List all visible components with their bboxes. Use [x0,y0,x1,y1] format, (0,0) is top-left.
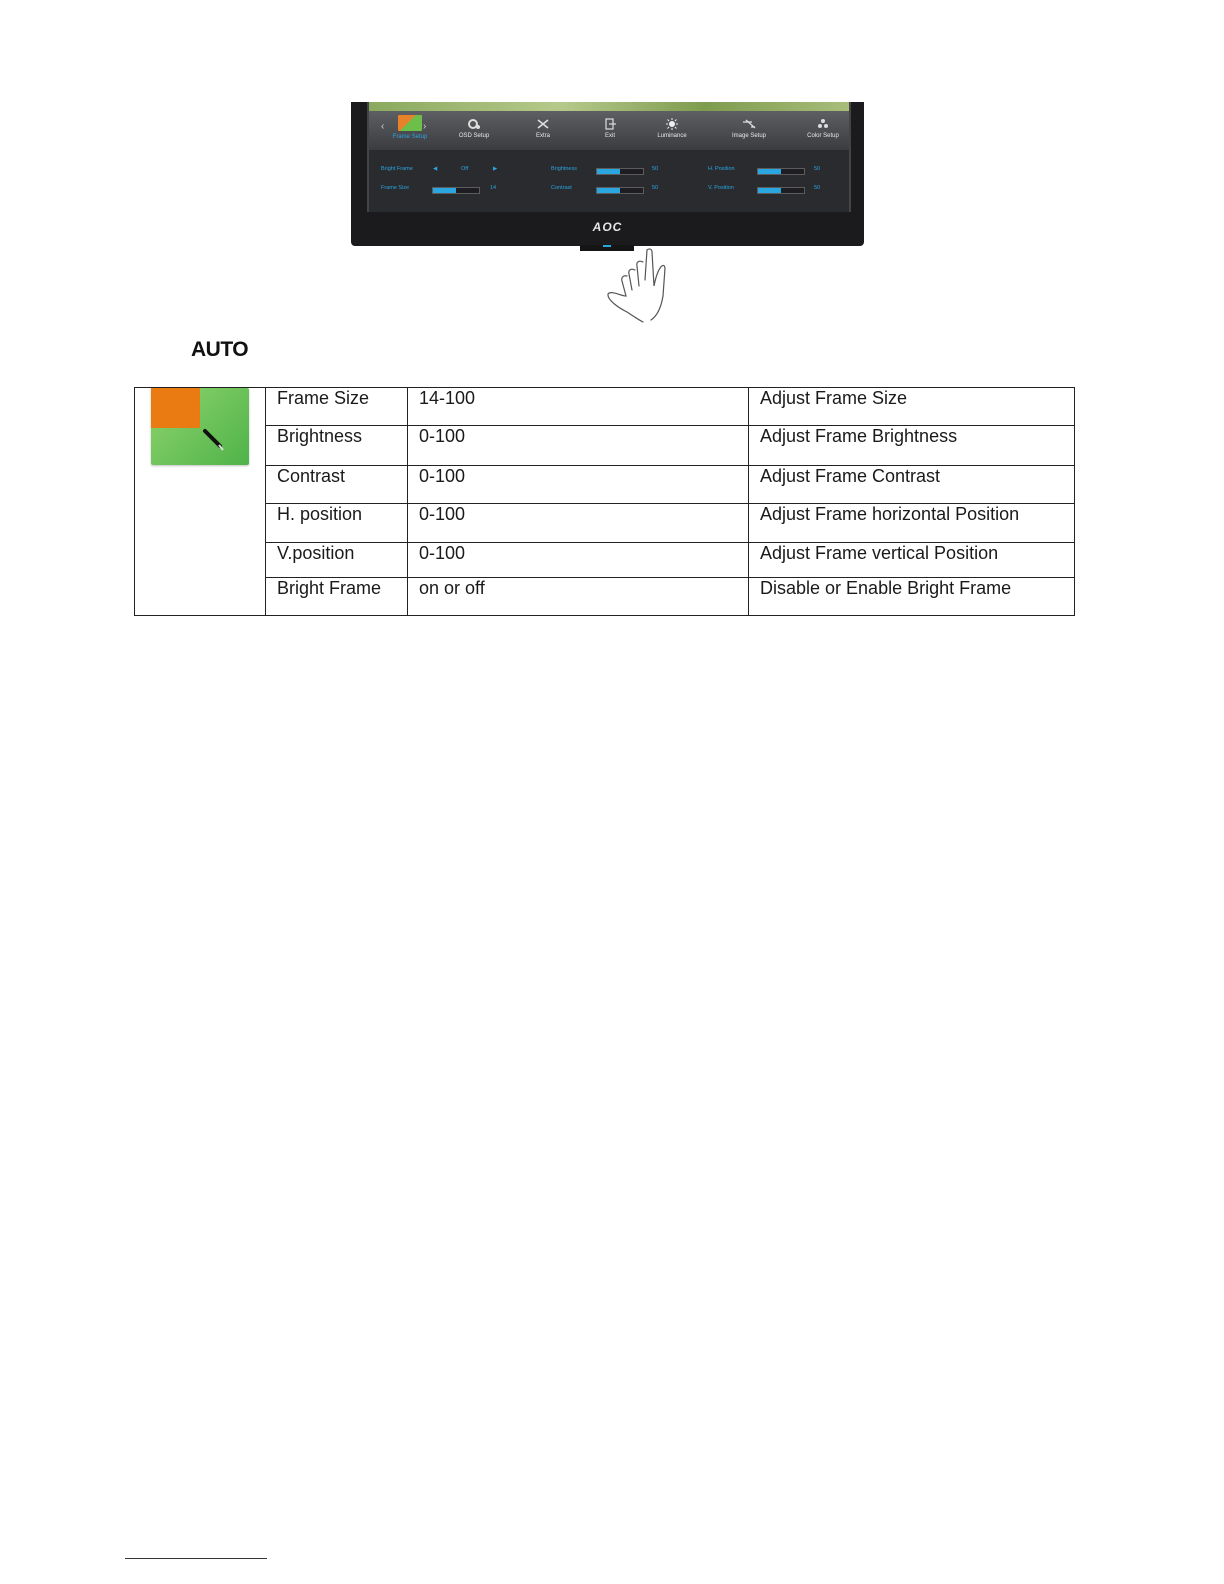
brightness-slider[interactable] [596,168,644,175]
setting-range: 0-100 [408,465,749,503]
osd-tab-label: Extra [535,133,550,139]
v-position-label: V. Position [708,185,734,191]
slider-fill [758,169,781,174]
slider-fill [597,169,620,174]
setting-range: 0-100 [408,543,749,577]
osd-tab-label: Image Setup [731,133,767,139]
frame-size-value: 14 [490,185,497,191]
tools-icon [536,118,550,130]
frame-region-shape [151,388,200,428]
setting-description: Adjust Frame Brightness [749,426,1075,465]
table-row [135,543,1075,577]
setting-description: Adjust Frame horizontal Position [749,504,1075,543]
setting-description: Adjust Frame vertical Position [749,543,1075,577]
setting-range: on or off [408,577,749,615]
frame-size-row[interactable] [381,185,511,195]
osd-tab-label: Luminance [657,133,687,139]
triangle-left-icon[interactable]: ◀ [433,166,438,172]
brand-logo: AOC [592,220,623,234]
osd-tab-osd-setup[interactable] [443,111,505,150]
setting-name: Contrast [266,465,408,503]
frame-setup-icon [151,388,249,465]
v-position-row[interactable] [708,185,838,195]
sun-icon [665,118,679,130]
slider-fill [597,188,620,193]
table-row [135,504,1075,543]
frame-settings-table [134,387,1075,616]
setting-description: Disable or Enable Bright Frame [749,577,1075,615]
osd-tab-bar [369,111,849,150]
osd-tab-label: Exit [604,133,615,139]
brightness-label: Brightness [551,166,577,172]
osd-tab-frame-setup[interactable] [379,111,441,150]
table-icon-cell [135,388,266,616]
v-position-slider[interactable] [757,187,805,194]
setting-description: Adjust Frame Contrast [749,465,1075,503]
footnote-separator [125,1558,267,1559]
color-dots-icon [816,118,830,130]
frame-size-slider[interactable] [432,187,480,194]
pointing-hand-icon [603,246,673,324]
h-position-slider[interactable] [757,168,805,175]
chevron-left-icon[interactable]: ‹ [381,121,385,132]
image-setup-icon [742,118,756,130]
osd-tab-label: OSD Setup [458,133,490,139]
setting-range: 0-100 [408,426,749,465]
monitor-screen [367,102,851,212]
bright-frame-label: Bright Frame [381,166,413,172]
setting-name: Brightness [266,426,408,465]
v-position-value: 50 [814,185,821,191]
brightness-row[interactable] [551,166,681,176]
desktop-wallpaper [369,102,849,111]
frame-setup-icon [398,115,422,131]
bright-frame-value: Off [461,166,469,172]
setting-name: V.position [266,543,408,577]
setting-range: 0-100 [408,504,749,543]
slider-fill [433,188,456,193]
osd-tab-exit[interactable] [579,111,641,150]
brightness-value: 50 [652,166,659,172]
setting-description: Adjust Frame Size [749,388,1075,426]
section-heading: AUTO [191,338,249,361]
slider-fill [758,188,781,193]
contrast-value: 50 [652,185,659,191]
chevron-right-icon[interactable]: › [423,121,427,132]
h-position-row[interactable] [708,166,838,176]
contrast-slider[interactable] [596,187,644,194]
osd-settings-panel [369,150,849,212]
osd-tab-label: Frame Setup [392,134,428,140]
frame-size-label: Frame Size [381,185,410,191]
gear-icon [467,118,481,130]
table-row [135,465,1075,503]
osd-tab-image-setup[interactable] [718,111,780,150]
table-row [135,388,1075,426]
contrast-label: Contrast [551,185,572,191]
setting-name: H. position [266,504,408,543]
h-position-label: H. Position [708,166,735,172]
table-row [135,426,1075,465]
triangle-right-icon[interactable]: ▶ [493,166,498,172]
pen-icon [201,428,225,452]
osd-tab-extra[interactable] [512,111,574,150]
osd-tab-label: Color Setup [807,133,839,139]
setting-range: 14-100 [408,388,749,426]
h-position-value: 50 [814,166,821,172]
setting-name: Bright Frame [266,577,408,615]
setting-name: Frame Size [266,388,408,426]
monitor-illustration [351,102,864,246]
exit-icon [603,118,617,130]
table-row [135,577,1075,615]
bright-frame-row[interactable] [381,166,501,176]
osd-tab-luminance[interactable] [641,111,703,150]
contrast-row[interactable] [551,185,681,195]
osd-tab-color-setup[interactable] [792,111,851,150]
